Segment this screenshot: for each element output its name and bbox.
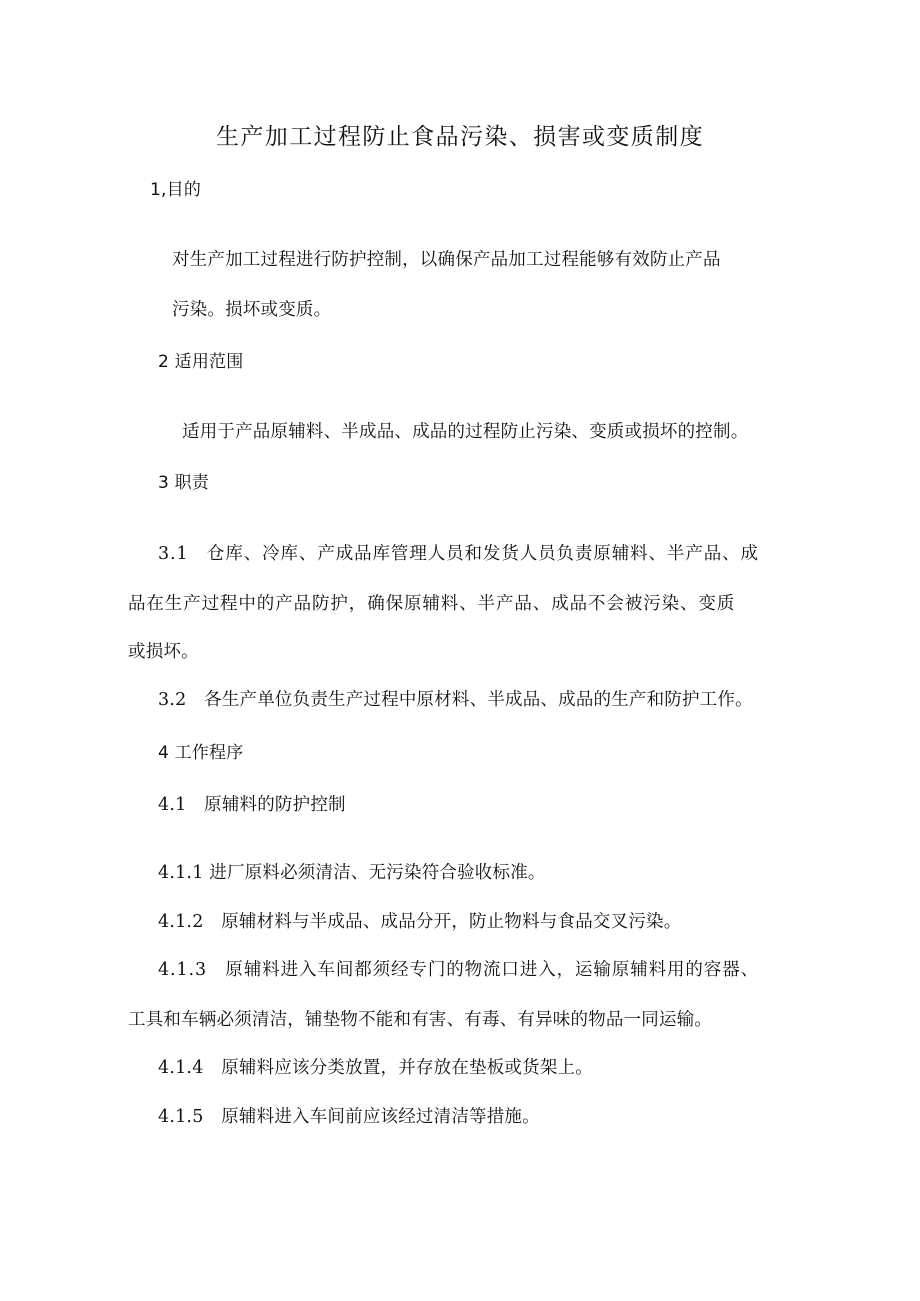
paragraph-line: 对生产加工过程进行防护控制，以确保产品加工过程能够有效防止产品 [172, 250, 721, 270]
paragraph-line: 工具和车辆必须清洁，铺垫物不能和有害、有毒、有异味的物品一同运输。 [128, 1010, 713, 1030]
paragraph-line: 4.1.3 原辅料进入车间都须经专门的物流口进入，运输原辅料用的容器、 [158, 960, 760, 980]
subsection-heading: 4.1 原辅料的防护控制 [158, 795, 346, 815]
section-heading-responsibility: 3 职责 [158, 473, 210, 493]
paragraph-line: 3.1 仓库、冷库、产成品库管理人员和发货人员负责原辅料、半产品、成 [158, 544, 759, 564]
document-title: 生产加工过程防止食品污染、损害或变质制度 [216, 124, 704, 150]
paragraph-line: 4.1.1 进厂原料必须清洁、无污染符合验收标准。 [158, 863, 546, 883]
paragraph-line: 或损坏。 [128, 642, 199, 662]
section-heading-purpose: 1,目的 [150, 180, 202, 200]
paragraph-line: 4.1.4 原辅料应该分类放置，并存放在垫板或货架上。 [158, 1058, 593, 1078]
paragraph-line: 4.1.5 原辅料进入车间前应该经过清洁等措施。 [158, 1107, 540, 1127]
paragraph-line: 适用于产品原辅料、半成品、成品的过程防止污染、变质或损坏的控制。 [182, 422, 749, 442]
paragraph-line: 3.2 各生产单位负责生产过程中原材料、半成品、成品的生产和防护工作。 [158, 690, 753, 710]
paragraph-line: 4.1.2 原辅材料与半成品、成品分开，防止物料与食品交叉污染。 [158, 912, 682, 932]
section-heading-procedure: 4 工作程序 [158, 743, 244, 763]
paragraph-line: 污染。损坏或变质。 [172, 300, 332, 320]
section-heading-scope: 2 适用范围 [158, 352, 244, 372]
paragraph-line: 品在生产过程中的产品防护，确保原辅料、半产品、成品不会被污染、变质 [128, 594, 736, 614]
